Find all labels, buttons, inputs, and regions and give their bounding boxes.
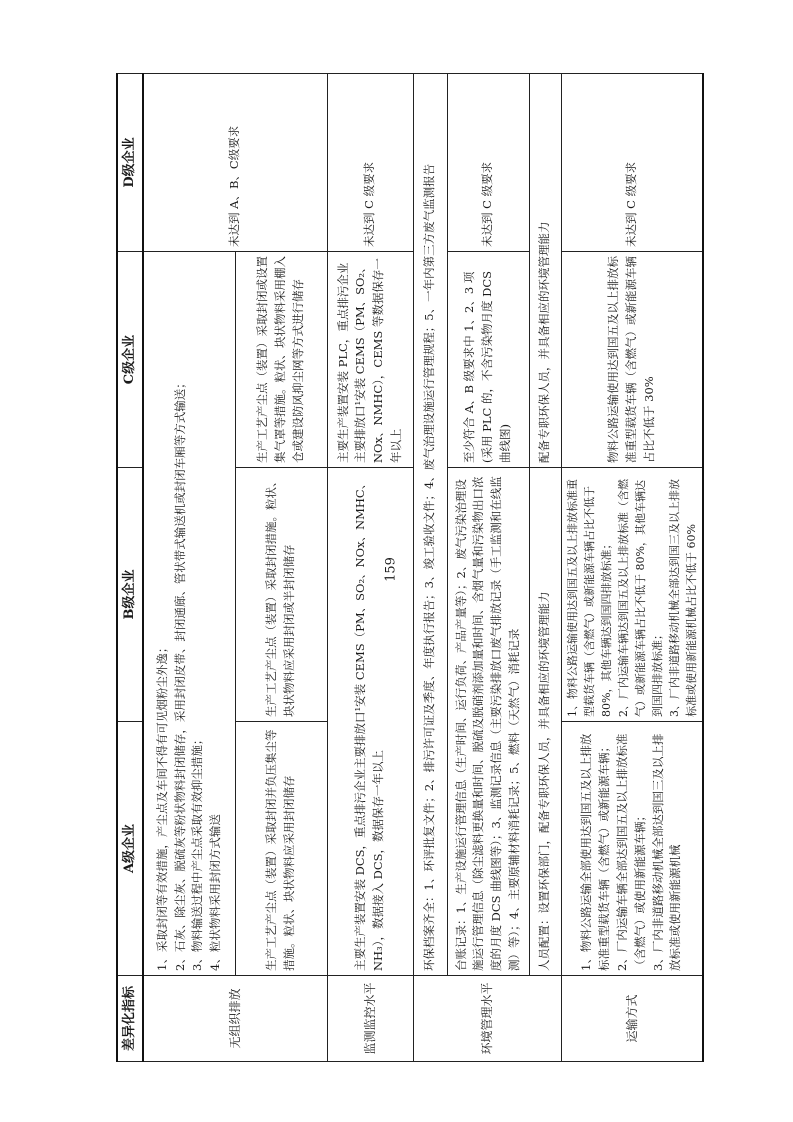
unorganized-general-cell xyxy=(143,252,235,976)
transport-b-line-1: 1、物料公路运输使用达到国五及以上排放标准重型载货车辆（含燃气）或新能源车辆占比不低于80%，其他车辆达到国四排放标准； xyxy=(565,479,613,717)
table-row xyxy=(447,74,529,1062)
row-label-monitoring: 监测监控水平 xyxy=(327,976,413,1062)
management-ledger-d-cell: 未达到 C 级要求 xyxy=(447,74,529,252)
page-number: 159 xyxy=(383,557,399,582)
transport-b-line-2: 2、厂内运输车辆达到国五及以上排放标准（含燃气）或新能源车辆占比不低于 80%，其他车辆达到国四排放标准； xyxy=(616,479,664,717)
table-row xyxy=(327,74,413,1062)
transport-a-cell xyxy=(561,722,703,976)
unorganized-d-cell: 未达到 A、B、C级要求 xyxy=(143,74,327,252)
header-b: B级企业 xyxy=(117,468,143,722)
header-row xyxy=(117,74,143,1062)
table-row xyxy=(529,74,561,1062)
transport-b-line-3: 3、厂内非道路移动机械全部达到国三及以上排放标准或使用新能源机械占比不低于 60% xyxy=(667,479,698,717)
grading-table xyxy=(116,73,704,1062)
header-d: D级企业 xyxy=(117,74,143,252)
management-ledger-ab-cell: 台账记录：1、生产设施运行管理信息（生产时间、运行负荷、产品产量等）；2、废气污染治理设施运行管理信息（除尘滤料更换量和时间、脱硫及脱硝剂添加量和时间、含烟气量和污染物出口浓度的月度 DCS 曲线图等）；3、监测记录信息（主要污染排放口废气排放记录（手工监测和在线监测）等）；4、主要原辅材料消耗记录；5、燃料（天然气）消耗记录 xyxy=(447,468,529,976)
unorganized-b-cell: 生产工艺产尘点（装置）采取封闭措施。粒状、块状物料应采用封闭或半封闭储存 xyxy=(235,468,327,722)
transport-a-line-1: 1、物料公路运输全部使用达到国五及以上排放标准重型载货车辆（含燃气）或新能源车辆； xyxy=(579,733,612,971)
monitoring-c-cell: 主要生产装置安装 PLC，重点排污企业主要排放口¹安装 CEMS（PM、SO₂、NOx、NMHC），CEMS 等数据保存一年以上 xyxy=(327,252,413,468)
table-row xyxy=(413,74,447,1062)
header-a: A级企业 xyxy=(117,722,143,976)
header-c: C级企业 xyxy=(117,252,143,468)
rotated-page xyxy=(116,74,698,1062)
table-row xyxy=(143,74,235,1062)
management-archive-cell: 环保档案齐全：1、环评批复文件；2、排污许可证及季度、年度执行报告；3、竣工验收文件；4、废气治理设施运行管理规程；5、一年内第三方废气监测报告 xyxy=(413,74,447,976)
unorganized-a-cell: 生产工艺产尘点（装置）采取封闭并负压集尘等措施。粒状、块状物料应采用封闭储存 xyxy=(235,722,327,976)
management-staff-c-cell: 配备专职环保人员，并具备相应的环境管理能力 xyxy=(529,74,561,468)
transport-d-cell: 未达到 C 级要求 xyxy=(561,74,703,252)
transport-c-cell: 物料公路运输使用达到国五及以上排放标准重型载货车辆（含燃气）或新能源车辆占比不低于 30% xyxy=(561,252,703,468)
transport-a-line-3: 3、厂内非道路移动机械全部达到国三及以上排放标准或使用新能源机械 xyxy=(650,733,683,971)
unorganized-line-1: 1、采取封闭等有效措施，产尘点及车间不得有可见烟粉尘外逸； xyxy=(154,641,169,971)
transport-b-cell xyxy=(561,468,703,722)
monitoring-d-cell: 未达到 C 级要求 xyxy=(327,74,413,252)
row-label-unorganized: 无组织排放 xyxy=(143,976,327,1062)
monitoring-ab-cell: 主要生产装置安装 DCS，重点排污企业主要排放口¹安装 CEMS（PM、SO₂、NOx、NMHC、NH₃），数据接入 DCS，数据保存一年以上 xyxy=(327,468,413,976)
row-label-transport: 运输方式 xyxy=(561,976,703,1062)
transport-a-line-2: 2、厂内运输车辆全部达到国五及以上排放标准（含燃气）或使用新能源车辆； xyxy=(615,733,647,971)
unorganized-c-cell: 生产工艺产尘点（装置）采取封闭或设置集气罩等措施。粒状、块状物料采用棚入仓或建设防风抑尘网等方式进行储存 xyxy=(235,252,327,468)
table-row xyxy=(561,74,703,1062)
unorganized-line-4: 4、粒状物料采用封闭方式输送 xyxy=(208,814,223,971)
unorganized-line-3: 3、物料输送过程中产尘点采取有效抑尘措施； xyxy=(190,733,205,971)
unorganized-line-2: 2、石灰、除尘灰、脱硫灰等粉状物料封闭储存，采用封闭皮带、封闭通廊、管状带式输送机或封闭车厢等方式输送； xyxy=(172,377,187,971)
management-staff-ab-cell: 人员配置：设置环保部门，配备专职环保人员，并具备相应的环境管理能力 xyxy=(529,468,561,976)
header-indicator: 差异化指标 xyxy=(117,976,143,1062)
management-ledger-c-cell: 至少符合 A、B 级要求中 1、2、3 项(采用 PLC 的，不含污染物月度 DCS 曲线图) xyxy=(447,252,529,468)
row-label-management: 环境管理水平 xyxy=(413,976,561,1062)
